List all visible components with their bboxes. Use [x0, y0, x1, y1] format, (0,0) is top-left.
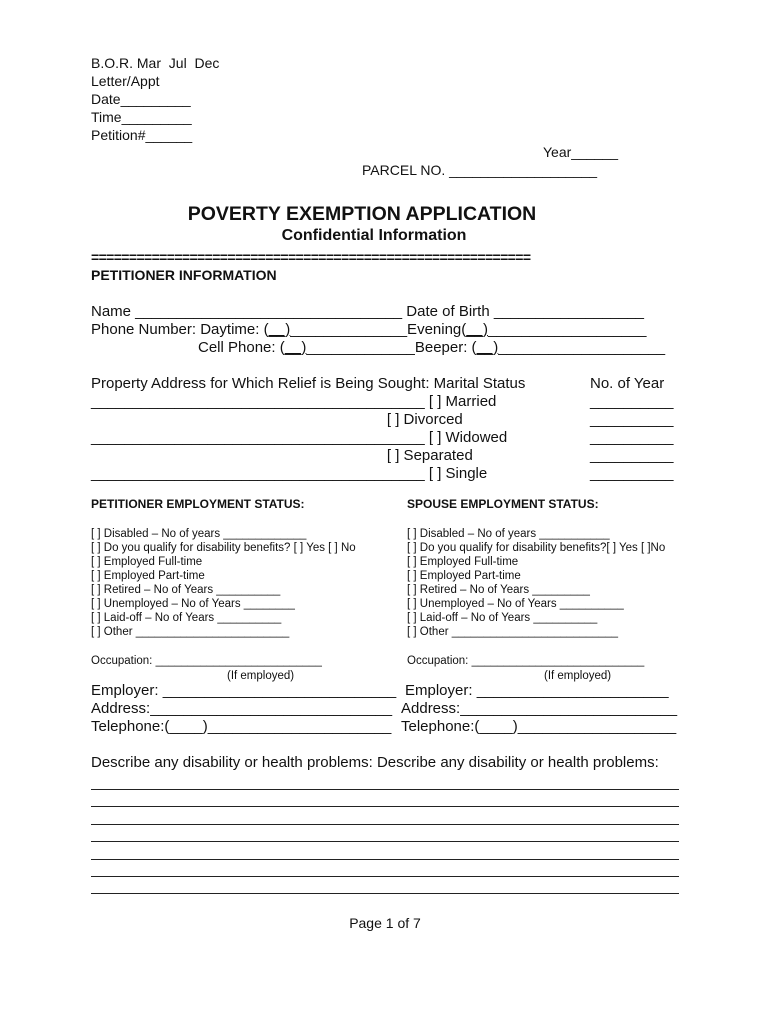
phone-area-code[interactable]: __) — [268, 321, 291, 338]
spouse-occupation-field[interactable]: Occupation: ___________________________ — [407, 655, 645, 667]
petitioner-info-heading: PETITIONER INFORMATION — [91, 267, 277, 283]
evening-area-code[interactable]: __) — [466, 321, 488, 338]
cell-phone-label: Cell Phone: ( — [198, 339, 285, 356]
spouse-employer-field[interactable]: Employer: _______________________ — [405, 682, 669, 699]
disability-answer-line[interactable] — [91, 789, 679, 790]
spouse-address-field[interactable]: Address:__________________________ — [401, 700, 678, 717]
page-number: Page 1 of 7 — [349, 915, 421, 931]
beeper-blank[interactable]: ____________________ — [498, 339, 666, 356]
spouse-retired[interactable]: [ ] Retired – No of Years _________ — [407, 584, 590, 596]
years-blank-3[interactable]: __________ — [590, 429, 674, 446]
spouse-full-time[interactable]: [ ] Employed Full-time — [407, 556, 519, 568]
disability-answer-line[interactable] — [91, 859, 679, 860]
cell-beeper-line[interactable] — [198, 339, 665, 357]
years-blank-2[interactable]: __________ — [590, 411, 674, 428]
years-heading: No. of Year — [590, 375, 665, 392]
years-blank-4[interactable]: __________ — [590, 447, 674, 464]
property-row-married[interactable]: ________________________________________ [ ] Married — [91, 393, 497, 410]
spouse-telephone-field[interactable]: Telephone:(____)___________________ — [401, 718, 677, 735]
disability-answer-line[interactable] — [91, 876, 679, 877]
property-row-single[interactable]: ________________________________________ [ ] Single — [91, 465, 488, 482]
time-field[interactable]: Time_________ — [91, 109, 192, 125]
petition-number-field[interactable]: Petition#______ — [91, 127, 193, 143]
petitioner-other[interactable]: [ ] Other ________________________ — [91, 626, 290, 638]
petitioner-part-time[interactable]: [ ] Employed Part-time — [91, 570, 205, 582]
phone-daytime-line[interactable] — [91, 321, 646, 339]
cell-area-code[interactable]: __) — [284, 339, 307, 356]
form-subtitle: Confidential Information — [281, 227, 467, 244]
petitioner-employment-heading: PETITIONER EMPLOYMENT STATUS: — [91, 497, 305, 511]
spouse-employment-heading: SPOUSE EMPLOYMENT STATUS: — [407, 497, 599, 511]
year-field[interactable]: Year______ — [543, 144, 619, 160]
property-row-separated[interactable]: [ ] Separated — [91, 447, 473, 464]
beeper-area-code[interactable]: __) — [476, 339, 499, 356]
petitioner-laid-off[interactable]: [ ] Laid-off – No of Years __________ — [91, 612, 282, 624]
evening-blank[interactable]: ___________________ — [487, 321, 647, 338]
petitioner-unemployed[interactable]: [ ] Unemployed – No of Years ________ — [91, 598, 295, 610]
petitioner-if-employed-note: (If employed) — [227, 670, 295, 682]
disability-answer-line[interactable] — [91, 893, 679, 894]
spouse-disability-benefits[interactable]: [ ] Do you qualify for disability benefits?[ ] Yes [ ]No — [407, 542, 666, 554]
years-blank-1[interactable]: __________ — [590, 393, 674, 410]
bor-meetings: B.O.R. Mar Jul Dec — [91, 55, 220, 71]
disability-answer-line[interactable] — [91, 841, 679, 842]
spouse-if-employed-note: (If employed) — [544, 670, 612, 682]
petitioner-occupation-field[interactable]: Occupation: __________________________ — [91, 655, 322, 667]
petitioner-employer-field[interactable]: Employer: ____________________________ — [91, 682, 397, 699]
property-row-divorced[interactable]: [ ] Divorced — [91, 411, 463, 428]
form-title: POVERTY EXEMPTION APPLICATION — [187, 203, 537, 225]
phone-evening-label: ______________Evening( — [290, 321, 467, 338]
phone-daytime-label: Phone Number: Daytime: ( — [91, 321, 269, 338]
separator-line: ========================================================== — [91, 249, 531, 265]
spouse-other[interactable]: [ ] Other __________________________ — [407, 626, 619, 638]
petitioner-full-time[interactable]: [ ] Employed Full-time — [91, 556, 203, 568]
petitioner-telephone-field[interactable]: Telephone:(____)______________________ — [91, 718, 392, 735]
property-address-heading: Property Address for Which Relief is Being Sought: Marital Status — [91, 375, 526, 392]
petitioner-retired[interactable]: [ ] Retired – No of Years __________ — [91, 584, 281, 596]
spouse-disabled[interactable]: [ ] Disabled – No of years ___________ — [407, 528, 610, 540]
letter-appt: Letter/Appt — [91, 73, 160, 89]
petitioner-disabled[interactable]: [ ] Disabled – No of years _____________ — [91, 528, 307, 540]
spouse-unemployed[interactable]: [ ] Unemployed – No of Years __________ — [407, 598, 624, 610]
years-blank-5[interactable]: __________ — [590, 465, 674, 482]
spouse-part-time[interactable]: [ ] Employed Part-time — [407, 570, 521, 582]
disability-answer-line[interactable] — [91, 806, 679, 807]
property-row-widowed[interactable]: ________________________________________ [ ] Widowed — [91, 429, 508, 446]
name-dob-line[interactable]: Name ________________________________ Date of Birth __________________ — [91, 303, 645, 320]
petitioner-address-field[interactable]: Address:_____________________________ — [91, 700, 393, 717]
petitioner-disability-benefits[interactable]: [ ] Do you qualify for disability benefits? [ ] Yes [ ] No — [91, 542, 356, 554]
disability-prompt: Describe any disability or health problems: Describe any disability or health problems: — [91, 754, 659, 771]
date-field[interactable]: Date_________ — [91, 91, 191, 107]
beeper-label: _____________Beeper: ( — [306, 339, 477, 356]
spouse-laid-off[interactable]: [ ] Laid-off – No of Years __________ — [407, 612, 598, 624]
parcel-number-field[interactable]: PARCEL NO. ___________________ — [362, 162, 598, 178]
disability-answer-line[interactable] — [91, 824, 679, 825]
